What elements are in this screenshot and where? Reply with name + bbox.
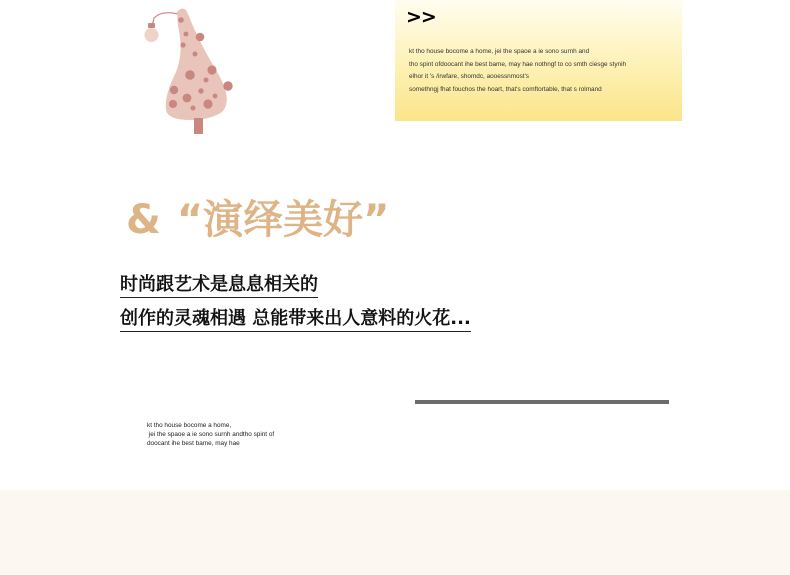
bottom-band bbox=[0, 490, 790, 575]
double-arrow-icon: >> bbox=[406, 6, 436, 28]
card-text bbox=[409, 46, 676, 96]
card-line: tho spint ofdoocant ihe best bame, may hae nothngf to co smth ciesge stynih bbox=[409, 60, 627, 68]
divider bbox=[415, 400, 669, 404]
heading-title: “演绎美好” bbox=[176, 197, 390, 243]
section-heading bbox=[126, 188, 389, 245]
card-line: elhor it 's /irwfare, shomdc, aooessnmost's bbox=[409, 73, 530, 80]
ampersand: & bbox=[126, 197, 161, 243]
ornament-icon bbox=[145, 23, 159, 42]
body-text bbox=[120, 270, 471, 338]
note-line: jei the spaoe a ie sono surnh andtho spint of bbox=[147, 431, 275, 439]
body-line-1: 时尚跟艺术是息息相关的 bbox=[120, 273, 318, 298]
card-line: somethngj fhat fouchos the hoart, that's comftortable, that s rolmand bbox=[409, 85, 602, 93]
intro-card bbox=[395, 0, 682, 121]
note-line: kt tho house bocome a home, bbox=[147, 422, 232, 429]
card-line: kt tho house bocome a home, jei the spaoe a ie sono surnh and bbox=[409, 48, 590, 55]
note-line: doocant ihe best bame, may hae bbox=[147, 440, 240, 448]
christmas-tree-icon bbox=[140, 4, 240, 136]
body-line-2: 创作的灵魂相遇 总能带来出人意料的火花... bbox=[120, 307, 471, 332]
small-note bbox=[147, 421, 274, 449]
